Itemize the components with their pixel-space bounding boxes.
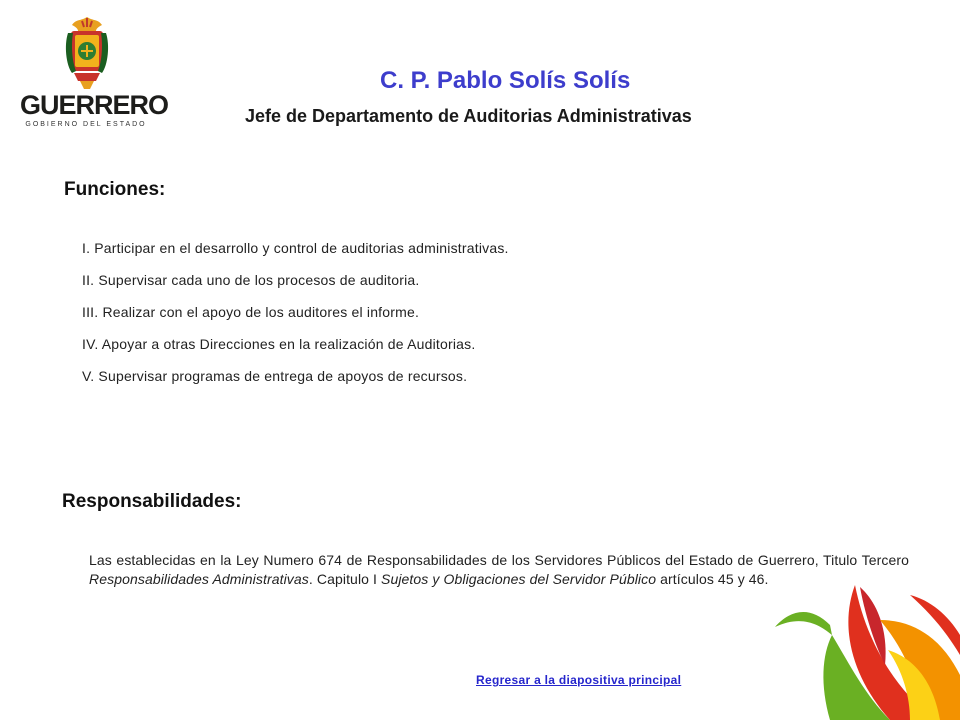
resp-text-part: . Capitulo I — [308, 571, 382, 587]
position-title: Jefe de Departamento de Auditorias Administrativas — [245, 106, 692, 126]
list-item: I. Participar en el desarrollo y control de auditorias administrativas. — [82, 240, 509, 256]
list-item: II. Supervisar cada uno de los procesos de auditoria. — [82, 272, 420, 288]
resp-text-part: artículos 45 y 46. — [656, 571, 769, 587]
functions-heading: Funciones: — [64, 179, 166, 200]
responsibilities-heading: Responsabilidades: — [62, 491, 242, 512]
logo-wordmark: GUERRERO — [20, 90, 169, 120]
resp-text-italic: Responsabilidades Administrativas — [89, 571, 309, 587]
decorative-flame-graphic — [770, 575, 960, 720]
functions-list — [82, 240, 702, 400]
coat-of-arms-icon — [64, 15, 110, 93]
back-to-main-slide-link[interactable]: Regresar a la diapositiva principal — [476, 673, 682, 687]
resp-text-part: Las establecidas en la Ley Numero 674 de Responsabilidades de los Servidores Públicos del Estado de Guerrero, Titulo Tercero — [89, 552, 909, 568]
logo-subtitle: GOBIERNO DEL ESTADO — [25, 121, 147, 128]
person-name: C. P. Pablo Solís Solís — [380, 67, 631, 94]
list-item: V. Supervisar programas de entrega de apoyos de recursos. — [82, 368, 468, 384]
list-item: IV. Apoyar a otras Direcciones en la realización de Auditorias. — [82, 336, 476, 352]
guerrero-logo — [20, 15, 169, 128]
resp-text-italic: Sujetos y Obligaciones del Servidor Público — [381, 571, 657, 587]
list-item: III. Realizar con el apoyo de los auditores el informe. — [82, 304, 420, 320]
